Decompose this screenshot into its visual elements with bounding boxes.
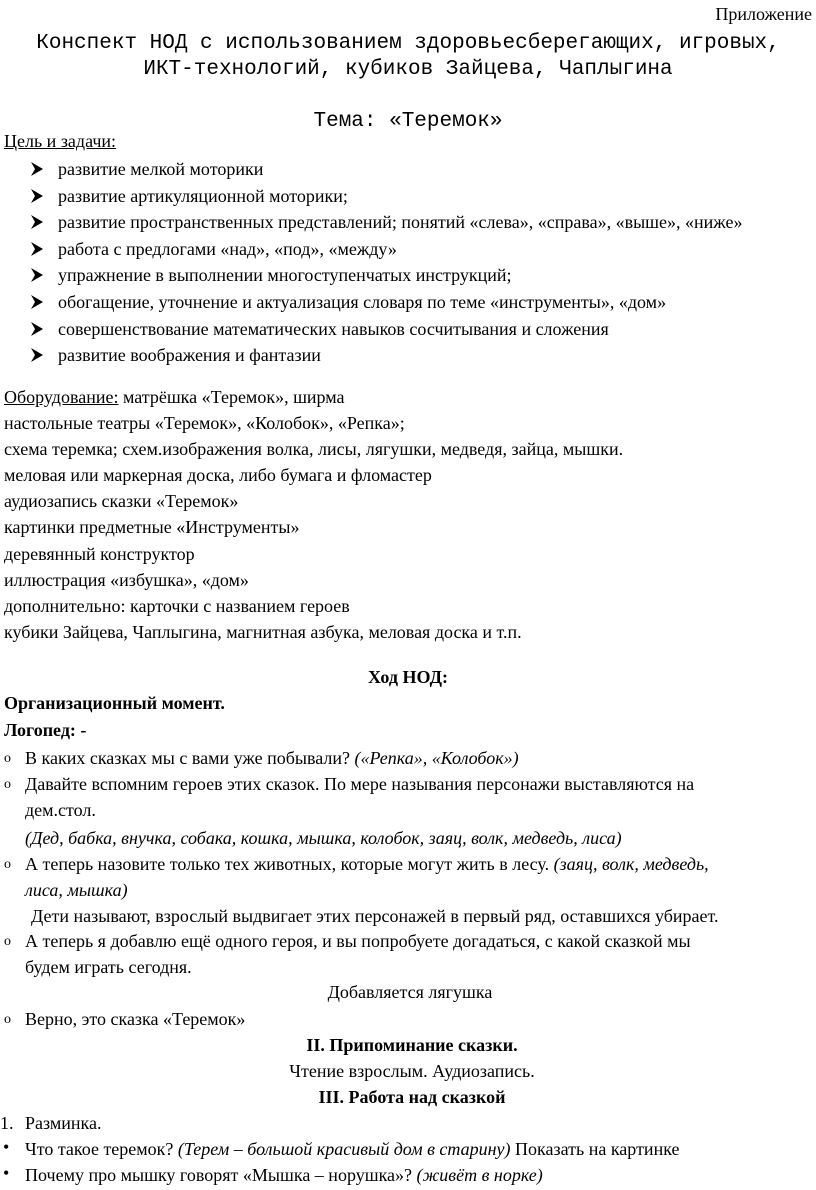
topic-title: Тема: «Теремок» <box>313 110 503 133</box>
arrowhead-bullet-icon <box>28 236 48 262</box>
goal-item <box>28 156 742 183</box>
section-heading-text: II. Припоминание сказки. <box>306 1035 518 1055</box>
goal-item <box>28 183 742 210</box>
goal-item <box>28 209 742 236</box>
question-5: Верно, это сказка «Теремок» <box>25 1009 246 1029</box>
numbered-marker: 1. <box>0 1113 14 1133</box>
question-1 <box>25 745 519 771</box>
goal-text: развитие артикуляционной моторики; <box>58 185 348 206</box>
goal-item <box>28 316 742 343</box>
question-4-line-1: А теперь я добавлю ещё одного героя, и вы попробуете догадаться, с какой сказкой мы <box>25 931 691 951</box>
section-2-heading <box>0 1035 816 1056</box>
goal-text: упражнение в выполнении многоступенчатых инструкций; <box>58 265 512 286</box>
question-text: Почему про мышку говорят «Мышка – норушка»? <box>25 1165 417 1185</box>
equipment-line: картинки предметные «Инструменты» <box>4 517 300 538</box>
equipment-first-line <box>4 384 623 410</box>
document-title-line-2: ИКТ-технологий, кубиков Зайцева, Чаплыгина <box>143 58 673 81</box>
question-2-line-1: Давайте вспомним героев этих сказок. По мере называния персонажи выставляются на <box>25 774 695 794</box>
appendix-label: Приложение <box>715 4 812 24</box>
question-text: В каких сказках мы с вами уже побывали? <box>25 748 355 768</box>
answer-text: («Репка», «Колобок») <box>354 748 519 768</box>
arrowhead-bullet-icon <box>28 262 48 288</box>
arrowhead-bullet-icon <box>28 209 48 235</box>
equipment-line: настольные театры «Теремок», «Колобок», «Репка»; <box>4 413 405 434</box>
answer-text: (Терем – большой красивый дом в старину) <box>177 1139 511 1159</box>
arrowhead-bullet-icon <box>28 156 48 182</box>
equipment-text: матрёшка «Теремок», ширма <box>118 387 345 407</box>
question-text: А теперь назовите только тех животных, которые могут жить в лесу. <box>25 854 554 874</box>
equipment-line: меловая или маркерная доска, либо бумага и фломастер <box>4 465 432 486</box>
goal-text: работа с предлогами «над», «под», «между» <box>58 238 397 259</box>
equipment-block <box>4 384 623 645</box>
arrowhead-bullet-icon <box>28 342 48 368</box>
question-2-answer: (Дед, бабка, внучка, собака, кошка, мышка, колобок, заяц, волк, медведь, лиса) <box>25 828 622 848</box>
goal-text: развитие пространственных представлений; понятий «слева», «справа», «выше», «ниже» <box>58 212 743 233</box>
goal-item <box>28 236 742 263</box>
goal-text: развитие мелкой моторики <box>58 159 264 179</box>
section-2-subtitle <box>0 1061 816 1082</box>
question-3-answer-line-2: лиса, мышка) <box>25 880 128 900</box>
circle-bullet-icon: o <box>4 1012 11 1027</box>
note-children-name: Дети называют, взрослый выдвигает этих персонажей в первый ряд, оставшихся убирает. <box>31 906 719 926</box>
equipment-line: иллюстрация «избушка», «дом» <box>4 569 249 590</box>
question-text: Показать на картинке <box>510 1139 680 1159</box>
section-3-heading <box>0 1087 816 1108</box>
course-heading: Ход НОД: <box>367 667 448 687</box>
question-text: Что такое теремок? <box>25 1139 178 1159</box>
warmup-question-2 <box>25 1162 543 1188</box>
goal-text: обогащение, уточнение и актуализация словаря по теме «инструменты», «дом» <box>58 291 667 312</box>
circle-bullet-icon: o <box>4 934 11 949</box>
note-text: Добавляется лягушка <box>327 982 493 1002</box>
goal-item <box>28 342 742 369</box>
circle-bullet-icon: o <box>4 857 11 872</box>
question-4-line-2: будем играть сегодня. <box>25 957 192 977</box>
equipment-heading: Оборудование: <box>4 387 119 407</box>
equipment-line: деревянный конструктор <box>4 543 195 564</box>
goal-item <box>28 262 742 289</box>
goal-text: развитие воображения и фантазии <box>58 345 321 366</box>
speaker-label: Логопед: - <box>4 720 87 740</box>
section-heading-text: III. Работа над сказкой <box>318 1087 506 1107</box>
question-3 <box>25 851 709 877</box>
equipment-line: схема теремка; схем.изображения волка, лисы, лягушки, медведя, зайца, мышки. <box>4 439 624 460</box>
section-sub-text: Чтение взрослым. Аудиозапись. <box>289 1061 535 1081</box>
org-moment-heading: Организационный момент. <box>4 693 225 713</box>
goal-item <box>28 289 742 316</box>
dot-bullet-icon: • <box>3 1163 10 1183</box>
goal-text: совершенствование математических навыков сосчитывания и сложения <box>58 318 609 339</box>
answer-text: (живёт в норке) <box>416 1165 543 1185</box>
question-2-line-2: дем.стол. <box>25 800 96 820</box>
arrowhead-bullet-icon <box>28 183 48 209</box>
equipment-line: аудиозапись сказки «Теремок» <box>4 491 239 512</box>
note-frog-added <box>0 982 816 1003</box>
arrowhead-bullet-icon <box>28 289 48 315</box>
equipment-line: кубики Зайцева, Чаплыгина, магнитная азбука, меловая доска и т.п. <box>4 621 522 642</box>
arrowhead-bullet-icon <box>28 316 48 342</box>
answer-text: (заяц, волк, медведь, <box>553 854 709 874</box>
circle-bullet-icon: o <box>4 751 11 766</box>
dot-bullet-icon: • <box>3 1137 10 1157</box>
equipment-line: дополнительно: карточки с названием героев <box>4 595 350 616</box>
goals-list <box>28 156 742 369</box>
document-title-line-1: Конспект НОД с использованием здоровьесберегающих, игровых, <box>36 32 780 55</box>
goals-heading: Цель и задачи: <box>4 131 117 151</box>
circle-bullet-icon: o <box>4 777 11 792</box>
warmup-item: Разминка. <box>25 1113 102 1133</box>
warmup-question-1 <box>25 1136 679 1162</box>
